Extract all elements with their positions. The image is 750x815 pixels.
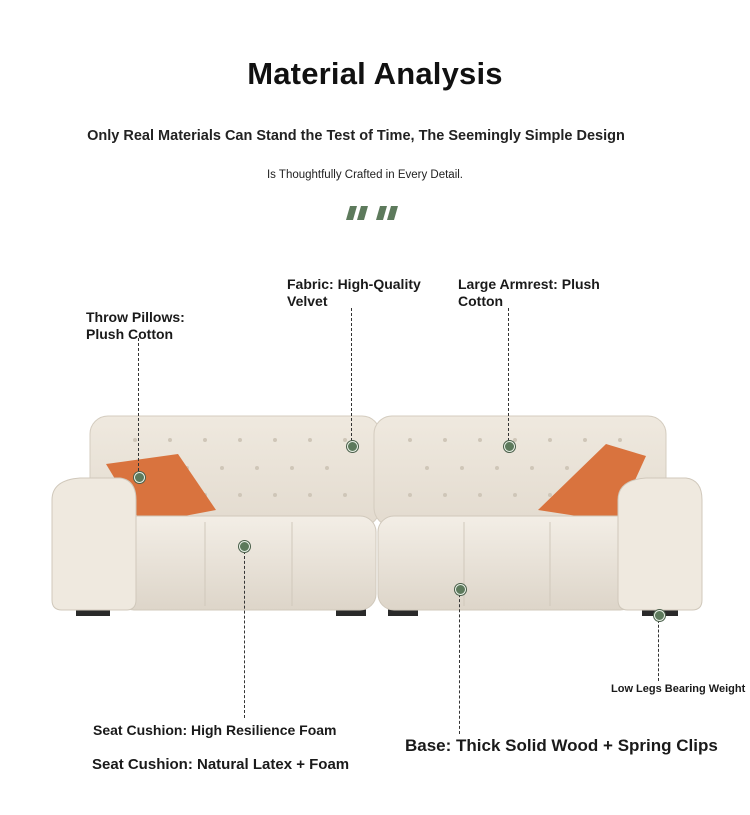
leader-line-base [459,589,460,734]
marker-dot-armrest [504,441,515,452]
leader-line-pillows [138,338,139,476]
callout-armrest [458,276,600,310]
marker-dot-fabric [347,441,358,452]
sofa-image [40,400,710,625]
subtitle-line-1: Only Real Materials Can Stand the Test of Time, The Seemingly Simple Design [87,128,625,144]
callout-seat-cushion-1: Seat Cushion: High Resilience Foam [93,722,337,738]
page-title: Material Analysis [247,56,503,91]
marker-dot-pillows [134,472,145,483]
marker-dot-base [455,584,466,595]
subtitle-line-2: Is Thoughtfully Crafted in Every Detail. [266,169,464,181]
callout-throw-pillows [86,309,185,343]
callout-legs: Low Legs Bearing Weight [611,683,746,695]
callout-fabric-line2: Velvet [287,293,328,309]
leader-line-fabric [351,308,352,446]
callout-throw-pillows-line2: Plush Cotton [86,326,174,342]
marker-dot-seat [239,541,250,552]
callout-seat-cushion-2: Seat Cushion: Natural Latex + Foam [92,756,350,773]
callout-base: Base: Thick Solid Wood + Spring Clips [405,736,718,755]
callout-armrest-line1: Large Armrest: Plush [458,276,600,292]
callout-fabric-line1: Fabric: High-Quality [287,276,421,292]
callout-armrest-line2: Cotton [458,293,504,309]
callout-fabric [287,276,421,310]
callout-throw-pillows-line1: Throw Pillows: [86,309,185,325]
leader-line-legs [658,615,659,681]
leader-line-armrest [508,308,509,446]
leader-line-seat [244,546,245,718]
quote-marks-icon [346,205,404,221]
marker-dot-legs [654,610,665,621]
